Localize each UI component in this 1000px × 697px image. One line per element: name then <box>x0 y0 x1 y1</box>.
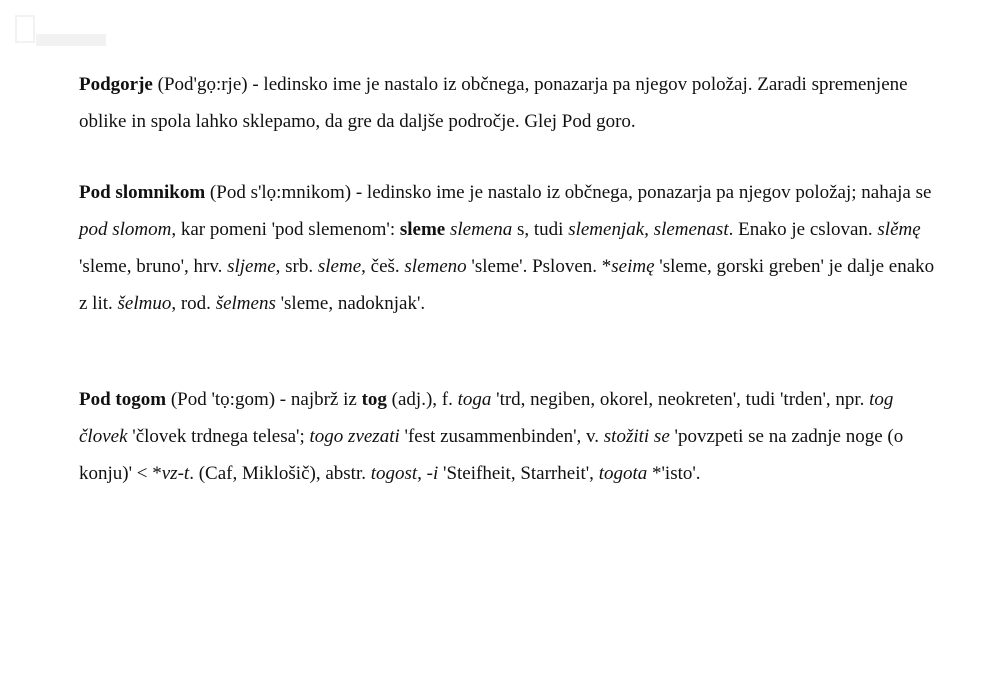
entry-text-segment: 'sleme'. Psloven. * <box>466 256 612 277</box>
entry-text-segment: šelmens <box>215 293 276 314</box>
entry-podgorje <box>79 66 939 140</box>
entry-text-segment: Pod slomnikom <box>79 182 206 203</box>
entry-text-segment: sleme <box>317 256 362 277</box>
entry-text-segment: stožiti se <box>603 426 670 447</box>
entry-text-segment: seimę <box>611 256 655 277</box>
entry-text-segment: 'Steifheit, Starrheit', <box>438 463 599 484</box>
entry-text-segment: sleme <box>399 219 446 240</box>
entry-text-segment: (adj.), f. <box>386 389 458 410</box>
entry-text-segment: pod slomom <box>79 219 172 240</box>
entry-text-segment: (Pod'gọ:rje) - ledinsko ime je nastalo iz občnega, ponazarja pa njegov položaj. Zaradi spremenjene oblike in spola lahko sklepamo, da gre da daljše področje. Glej Pod goro. <box>79 74 908 132</box>
entry-text-segment: 'trd, negiben, okorel, neokreten', tudi 'trden', npr. <box>491 389 870 410</box>
entry-text-segment: slemenjak, slemenast <box>568 219 729 240</box>
entry-text-segment: . (Caf, Miklošič), abstr. <box>189 463 371 484</box>
entry-text-segment: tog <box>361 389 387 410</box>
entry-text-segment: s, tudi <box>512 219 569 240</box>
entry-text-segment: 'sleme, nadoknjak'. <box>275 293 426 314</box>
entry-text-segment: sljeme <box>227 256 276 277</box>
entry-text-segment: . Enako je cslovan. <box>728 219 878 240</box>
entry-text-segment: togost, -i <box>370 463 439 484</box>
entry-pod-slomnikom <box>79 174 939 322</box>
entry-text-segment: *'isto'. <box>647 463 701 484</box>
entry-text-segment: toga <box>457 389 492 410</box>
entry-text-segment: , srb. <box>275 256 318 277</box>
entry-text-segment: 'sleme, gorski greben' je dalje enako z lit. <box>79 256 935 314</box>
document-body <box>79 66 939 492</box>
entry-text-segment: 'sleme, bruno', hrv. <box>79 256 228 277</box>
entry-text-segment: Pod togom <box>79 389 167 410</box>
entry-text-segment: slemeno <box>404 256 467 277</box>
entry-text-segment: 'človek trdnega telesa'; <box>127 426 310 447</box>
entry-text-segment: 'fest zusammenbinden', v. <box>399 426 604 447</box>
entry-text-segment: (Pod s'lọ:mnikom) - ledinsko ime je nastalo iz občnega, ponazarja pa njegov položaj; nahaja se <box>205 182 932 203</box>
entry-text-segment: togo zvezati <box>309 426 400 447</box>
entry-text-segment: , kar pomeni 'pod slemenom': <box>171 219 400 240</box>
entry-text-segment: slěmę <box>877 219 921 240</box>
entry-text-segment: šelmuo <box>117 293 172 314</box>
entry-text-segment: (Pod 'tọ:gom) - najbrž iz <box>166 389 362 410</box>
entry-text-segment: tog človek <box>79 389 894 447</box>
entry-text-segment: togota <box>598 463 648 484</box>
entry-text-segment: 'povzpeti se na zadnje noge (o konju)' < * <box>79 426 904 484</box>
entry-text-segment: , češ. <box>361 256 405 277</box>
logo-watermark-icon <box>14 12 114 52</box>
entry-text-segment: slemena <box>449 219 513 240</box>
entry-text-segment: vz-t <box>161 463 190 484</box>
entry-pod-togom <box>79 381 939 492</box>
entry-text-segment: , rod. <box>171 293 216 314</box>
entry-text-segment: Podgorje <box>79 74 153 95</box>
